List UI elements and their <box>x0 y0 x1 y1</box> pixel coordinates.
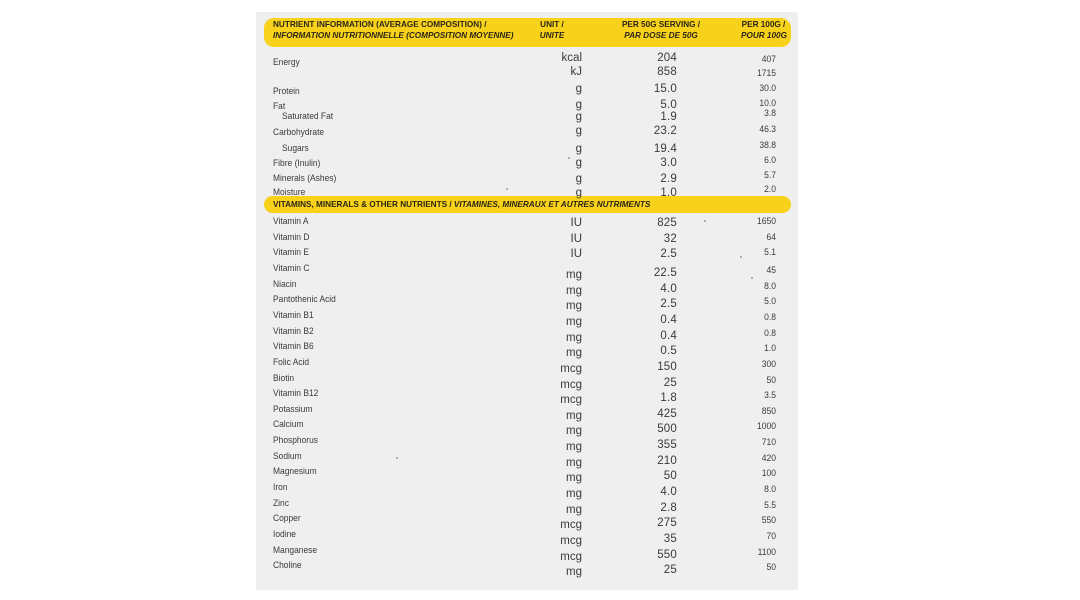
vitamin-per-100g: 100 <box>761 468 776 479</box>
nutrient-per-serving: 19.4 <box>653 143 677 155</box>
vitamin-unit: mg <box>566 285 582 297</box>
nutrition-label <box>256 12 798 590</box>
nutrient-unit: g <box>575 83 582 95</box>
nutrient-unit: g <box>575 125 582 137</box>
nutrient-name: Sugars <box>282 142 309 153</box>
vitamin-unit: mg <box>566 316 582 328</box>
vitamin-per-100g: 64 <box>766 232 776 243</box>
vitamin-per-serving: 22.5 <box>653 267 677 279</box>
nutrient-per-100g: 5.7 <box>764 170 776 181</box>
vitamin-per-serving: 425 <box>657 408 677 420</box>
vitamin-per-100g: 420 <box>761 453 776 464</box>
nutrient-name: Saturated Fat <box>282 110 334 121</box>
vitamin-name: Iodine <box>273 528 296 539</box>
nutrient-per-100g: 1715 <box>756 68 776 79</box>
vitamin-name: Sodium <box>273 450 302 461</box>
vitamin-name: Phosphorus <box>273 434 319 445</box>
vitamin-unit: mg <box>566 504 582 516</box>
vitamin-unit: IU <box>570 248 582 260</box>
section2-title <box>273 200 650 211</box>
vitamin-per-100g: 300 <box>761 359 776 370</box>
vitamin-per-100g: 850 <box>761 406 776 417</box>
vitamin-per-100g: 550 <box>761 515 776 526</box>
vitamin-unit: mg <box>566 332 582 344</box>
vitamin-name: Zinc <box>273 497 289 508</box>
nutrient-name: Minerals (Ashes) <box>273 172 337 183</box>
nutrient-per-100g: 30.0 <box>759 83 776 94</box>
speck <box>704 220 706 222</box>
vitamin-unit: mcg <box>560 394 582 406</box>
vitamin-name: Vitamin B1 <box>273 309 314 320</box>
vitamin-per-100g: 0.8 <box>764 328 776 339</box>
nutrient-name: Fibre (Inulin) <box>273 157 321 168</box>
vitamin-name: Vitamin E <box>273 246 309 257</box>
nutrient-per-100g: 38.8 <box>759 140 776 151</box>
vitamin-per-serving: 1.8 <box>660 392 677 404</box>
vitamin-name: Magnesium <box>273 465 317 476</box>
vitamin-per-serving: 2.5 <box>660 298 677 310</box>
vitamin-per-serving: 50 <box>663 470 677 482</box>
vitamin-unit: IU <box>570 217 582 229</box>
header-nutrient-fr: INFORMATION NUTRITIONNELLE (COMPOSITION MOYENNE) <box>273 30 514 40</box>
vitamin-per-serving: 550 <box>657 549 677 561</box>
vitamin-name: Biotin <box>273 372 295 383</box>
vitamin-name: Vitamin D <box>273 231 310 242</box>
vitamin-per-100g: 5.0 <box>764 296 776 307</box>
nutrient-name: Moisture <box>273 186 306 197</box>
vitamin-name: Vitamin B6 <box>273 340 314 351</box>
vitamin-name: Vitamin B2 <box>273 325 314 336</box>
nutrient-per-100g: 10.0 <box>759 98 776 109</box>
nutrient-unit: g <box>575 157 582 169</box>
header-serving-fr: PAR DOSE DE 50G <box>624 30 698 40</box>
vitamin-unit: mg <box>566 410 582 422</box>
vitamin-name: Copper <box>273 512 301 523</box>
vitamin-per-serving: 825 <box>657 217 677 229</box>
nutrient-per-serving: 858 <box>657 66 677 78</box>
nutrient-unit: g <box>575 99 582 111</box>
vitamin-unit: IU <box>570 233 582 245</box>
vitamin-per-100g: 50 <box>766 375 776 386</box>
vitamin-per-100g: 1000 <box>756 421 776 432</box>
header-nutrient <box>273 20 513 41</box>
vitamin-per-100g: 8.0 <box>764 484 776 495</box>
vitamin-per-100g: 45 <box>766 265 776 276</box>
vitamin-per-100g: 0.8 <box>764 312 776 323</box>
nutrient-unit: kJ <box>570 66 582 78</box>
nutrient-name: Energy <box>273 56 300 67</box>
nutrient-per-serving: 204 <box>657 52 677 64</box>
nutrient-name: Protein <box>273 85 300 96</box>
vitamin-per-100g: 3.5 <box>764 390 776 401</box>
speck <box>740 256 742 258</box>
nutrient-per-serving: 5.0 <box>660 99 677 111</box>
nutrient-per-serving: 3.0 <box>660 157 677 169</box>
vitamin-per-100g: 5.1 <box>764 247 776 258</box>
vitamin-per-serving: 32 <box>663 233 677 245</box>
vitamin-name: Folic Acid <box>273 356 310 367</box>
vitamin-name: Niacin <box>273 278 297 289</box>
speck <box>506 188 508 190</box>
vitamin-unit: mcg <box>560 551 582 563</box>
nutrient-per-serving: 1.0 <box>660 187 677 199</box>
vitamin-name: Manganese <box>273 544 318 555</box>
nutrient-per-100g: 6.0 <box>764 155 776 166</box>
vitamin-unit: mg <box>566 472 582 484</box>
vitamin-per-serving: 2.5 <box>660 248 677 260</box>
vitamin-unit: mcg <box>560 363 582 375</box>
nutrient-per-100g: 407 <box>761 54 776 65</box>
vitamin-per-100g: 1.0 <box>764 343 776 354</box>
vitamin-per-serving: 210 <box>657 455 677 467</box>
nutrient-unit: kcal <box>561 52 582 64</box>
vitamin-per-serving: 35 <box>663 533 677 545</box>
nutrient-unit: g <box>575 111 582 123</box>
vitamin-unit: mg <box>566 566 582 578</box>
speck <box>751 277 753 279</box>
header-per100-en: PER 100G / <box>741 20 786 29</box>
vitamin-per-serving: 0.4 <box>660 314 677 326</box>
vitamin-name: Calcium <box>273 418 304 429</box>
header-serving-en: PER 50G SERVING / <box>621 20 701 29</box>
vitamin-unit: mg <box>566 300 582 312</box>
vitamin-unit: mg <box>566 347 582 359</box>
nutrient-per-100g: 46.3 <box>759 124 776 135</box>
vitamin-unit: mg <box>566 488 582 500</box>
vitamin-name: Choline <box>273 559 302 570</box>
vitamin-per-100g: 1100 <box>757 547 776 558</box>
section2-title-en: VITAMINS, MINERALS & OTHER NUTRIENTS / <box>273 200 452 209</box>
vitamin-per-serving: 4.0 <box>660 486 677 498</box>
vitamin-per-serving: 2.8 <box>660 502 677 514</box>
vitamin-per-100g: 50 <box>766 562 776 573</box>
vitamin-unit: mcg <box>560 535 582 547</box>
vitamin-unit: mg <box>566 425 582 437</box>
vitamin-unit: mcg <box>560 379 582 391</box>
nutrient-per-100g: 3.8 <box>764 108 776 119</box>
vitamin-per-serving: 25 <box>663 377 677 389</box>
nutrient-per-serving: 1.9 <box>660 111 677 123</box>
vitamin-name: Potassium <box>273 403 313 414</box>
header-per100-fr: POUR 100G <box>741 30 787 40</box>
vitamin-name: Vitamin B12 <box>273 387 319 398</box>
vitamin-per-serving: 25 <box>663 564 677 576</box>
nutrient-unit: g <box>575 187 582 199</box>
vitamin-unit: mg <box>566 269 582 281</box>
vitamin-per-serving: 0.4 <box>660 330 677 342</box>
vitamin-unit: mg <box>566 441 582 453</box>
vitamin-unit: mcg <box>560 519 582 531</box>
nutrient-unit: g <box>575 173 582 185</box>
vitamin-per-serving: 4.0 <box>660 283 677 295</box>
vitamin-per-serving: 275 <box>657 517 677 529</box>
nutrient-name: Carbohydrate <box>273 126 325 137</box>
vitamin-name: Vitamin A <box>273 215 309 226</box>
vitamin-name: Pantothenic Acid <box>273 293 336 304</box>
header-nutrient-en: NUTRIENT INFORMATION (AVERAGE COMPOSITION) / <box>273 20 487 29</box>
nutrient-unit: g <box>575 143 582 155</box>
header-unit-en: UNIT / <box>540 20 564 29</box>
header-unit <box>522 20 582 41</box>
header-per100 <box>741 20 786 41</box>
vitamin-per-100g: 70 <box>766 531 776 542</box>
nutrient-per-serving: 15.0 <box>653 83 677 95</box>
speck <box>396 457 398 459</box>
speck <box>568 157 570 159</box>
nutrient-name: Fat <box>273 100 286 111</box>
nutrient-per-serving: 2.9 <box>660 173 677 185</box>
vitamin-per-100g: 8.0 <box>764 281 776 292</box>
vitamin-name: Vitamin C <box>273 262 310 273</box>
vitamin-per-100g: 5.5 <box>764 500 776 511</box>
vitamin-per-serving: 0.5 <box>660 345 677 357</box>
header-serving <box>621 20 701 41</box>
header-unit-fr: UNITE <box>539 30 565 40</box>
vitamin-per-serving: 150 <box>657 361 677 373</box>
vitamin-unit: mg <box>566 457 582 469</box>
vitamin-per-serving: 355 <box>657 439 677 451</box>
section2-title-fr: VITAMINES, MINERAUX ET AUTRES NUTRIMENTS <box>453 200 651 209</box>
vitamin-per-100g: 1650 <box>756 216 776 227</box>
vitamin-per-serving: 500 <box>657 423 677 435</box>
vitamin-per-100g: 710 <box>761 437 776 448</box>
vitamin-name: Iron <box>273 481 288 492</box>
nutrient-per-serving: 23.2 <box>653 125 677 137</box>
nutrient-per-100g: 2.0 <box>764 184 776 195</box>
